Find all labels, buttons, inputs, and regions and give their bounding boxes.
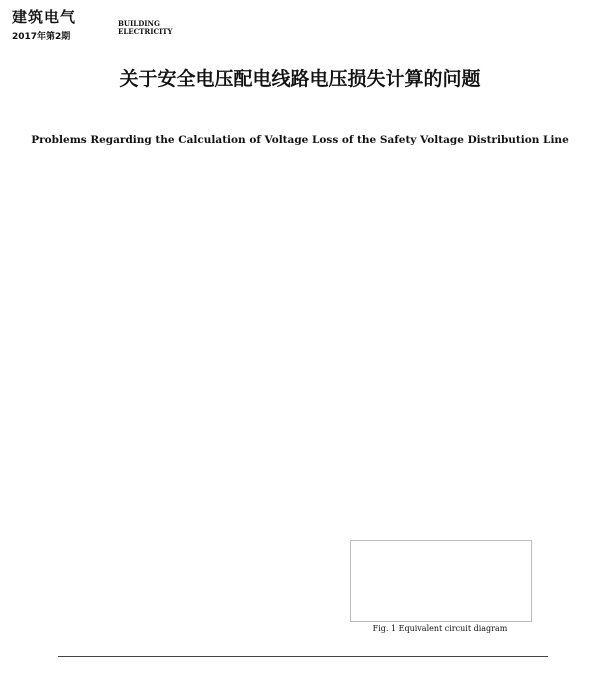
page-title-cn: 关于安全电压配电线路电压损失计算的问题 [119, 68, 481, 90]
right-column-region [312, 214, 548, 524]
figure-caption: Fig. 1 Equivalent circuit diagram [372, 624, 508, 633]
issue-label: 2017年第2期 [12, 32, 71, 42]
equivalent-circuit-figure [350, 540, 532, 622]
journal-name-cn: 建筑电气 [12, 8, 77, 26]
abstract-cn-region [58, 384, 290, 544]
footer-rule [58, 656, 548, 657]
masthead [12, 6, 76, 42]
page-title-en: Problems Regarding the Calculation of Voltage Loss of the Safety Voltage Distribution Line [31, 134, 569, 146]
journal-name-en: BUILDING ELECTRICITY [118, 19, 173, 36]
abstract-en-region [58, 214, 290, 364]
section-1-region [58, 574, 290, 634]
